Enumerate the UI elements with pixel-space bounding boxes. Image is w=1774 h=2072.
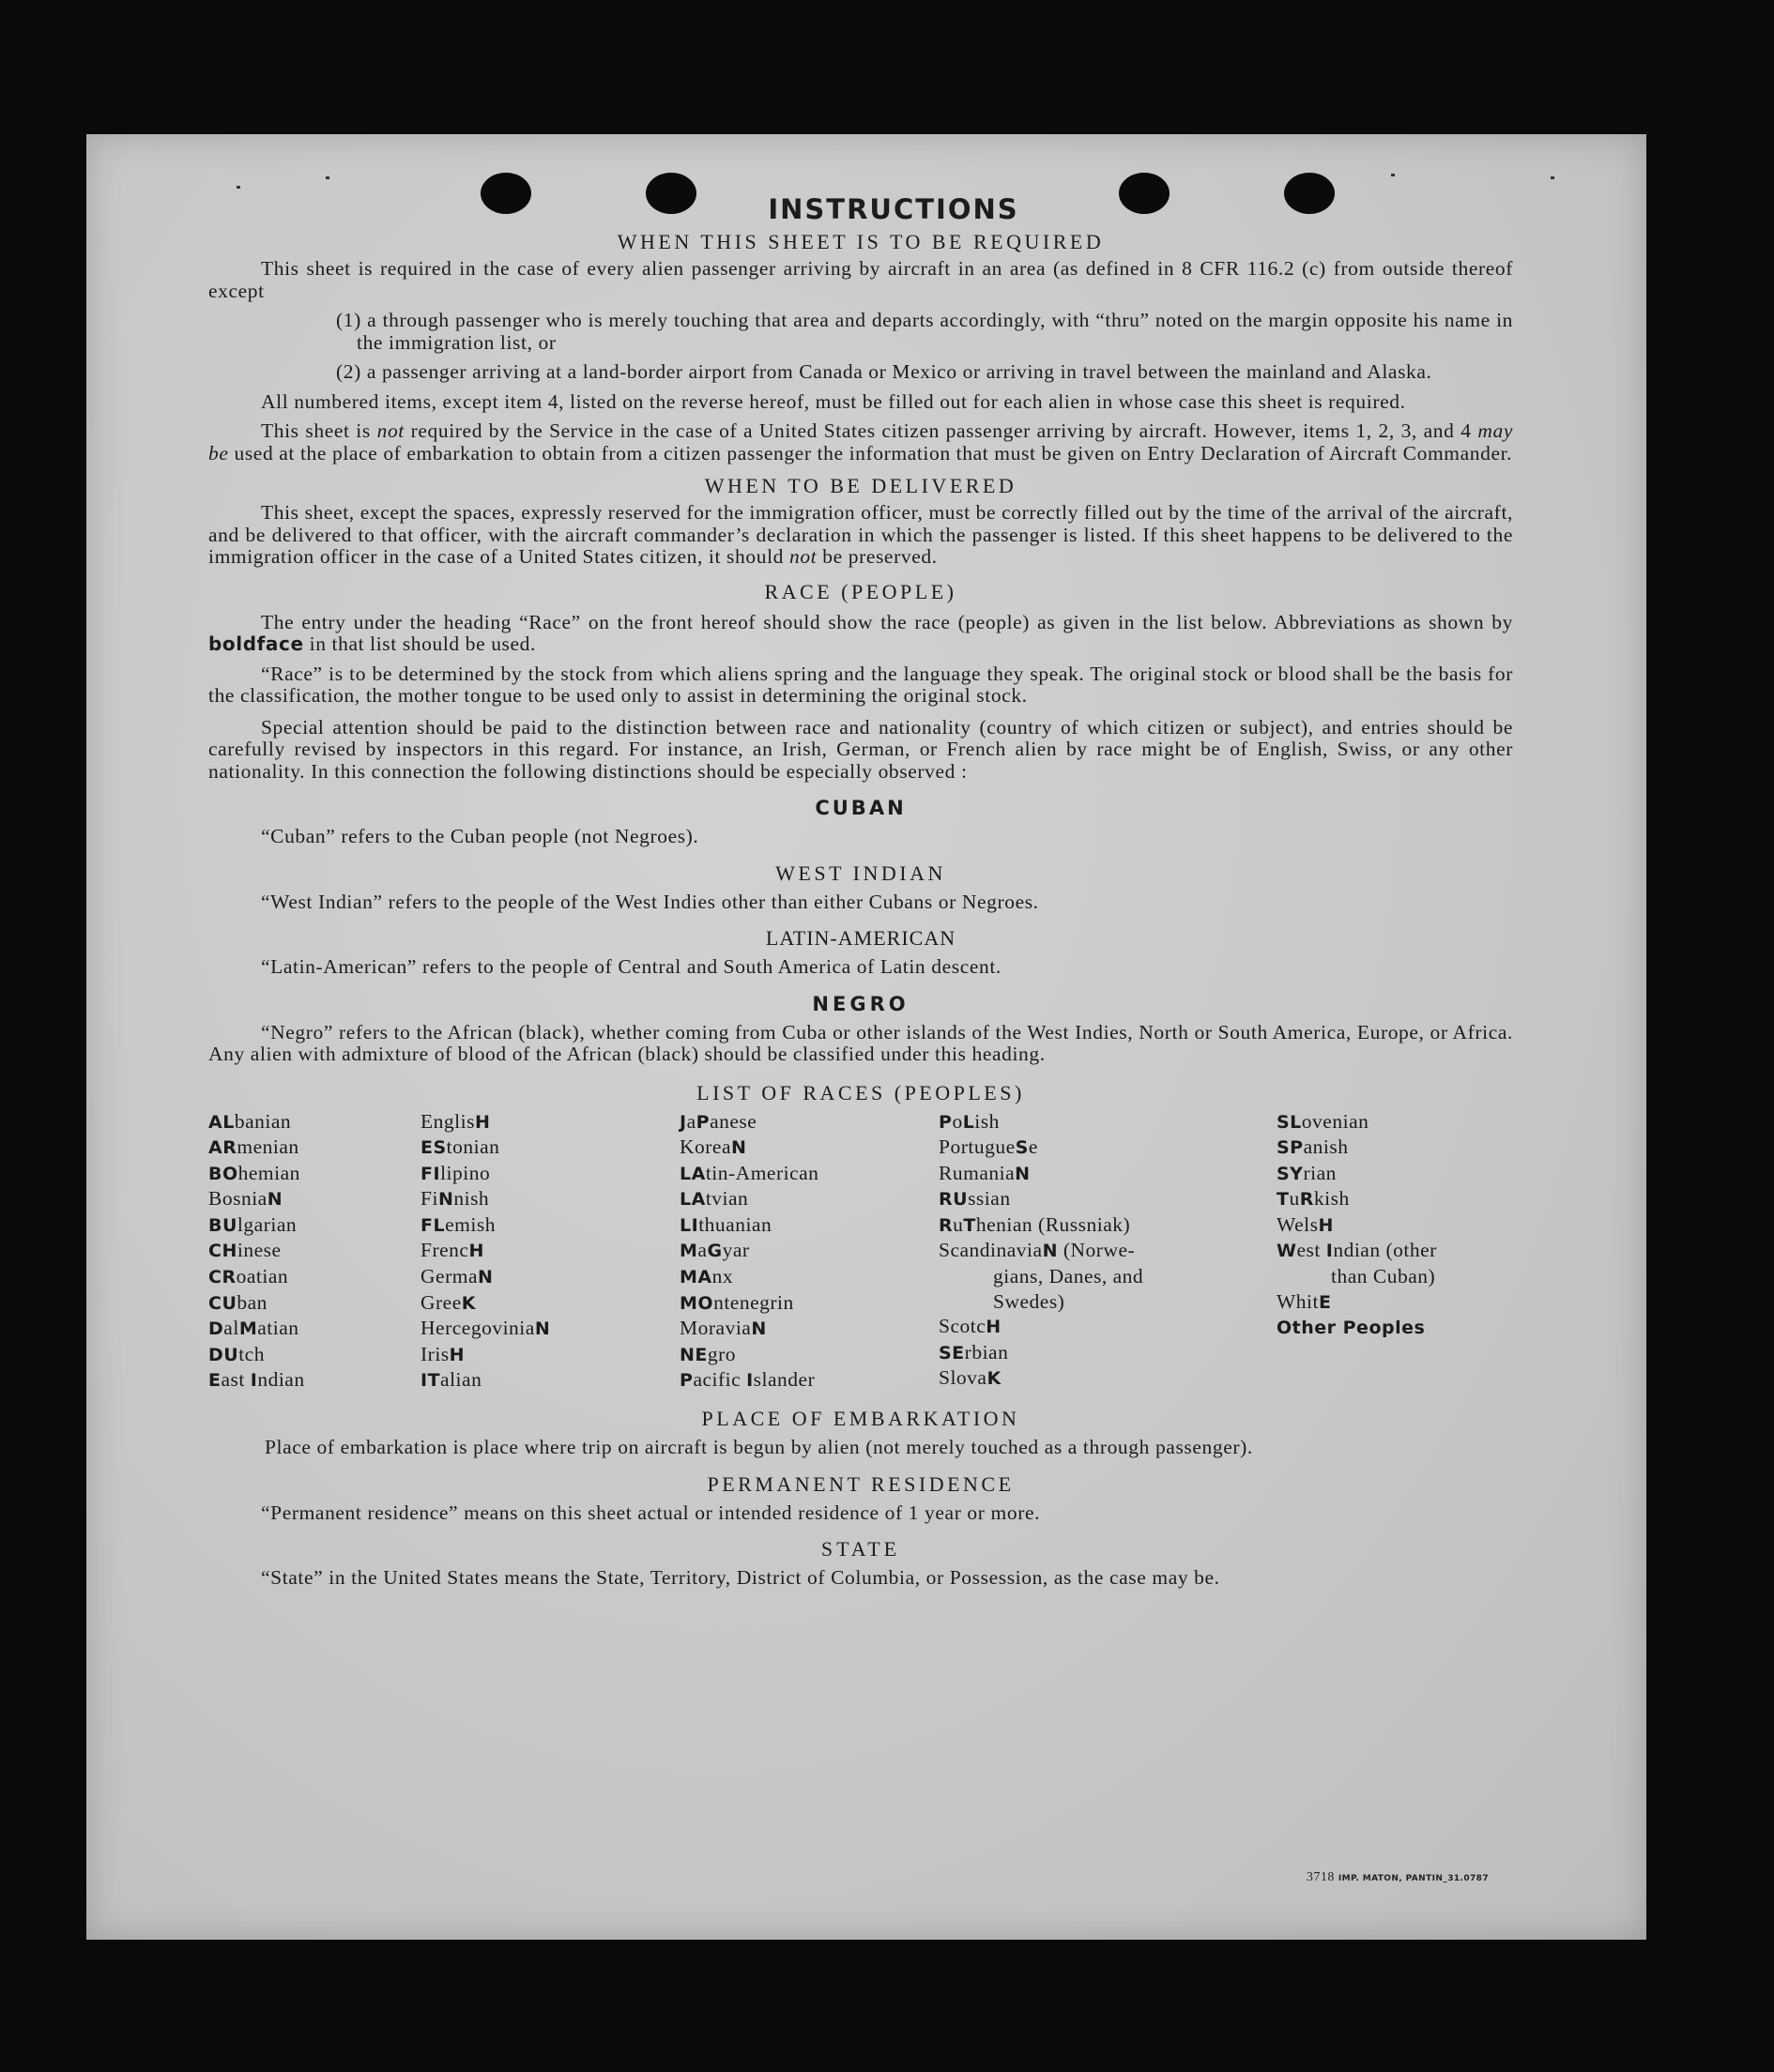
race-entry: ARmenian	[208, 1135, 299, 1159]
print-footer	[1307, 1870, 1489, 1885]
race-entry: IrisH	[421, 1342, 466, 1365]
race-entry: ScandinaviaN (Norwe-	[939, 1239, 1136, 1262]
race-entry: DUtch	[208, 1342, 265, 1365]
race-entry: Pacific Islander	[680, 1368, 816, 1392]
race-entry: WhitE	[1277, 1289, 1332, 1313]
race-column-2	[421, 1109, 680, 1394]
race-entry: FrencH	[421, 1239, 484, 1262]
race-entry: PortugueSe	[939, 1135, 1038, 1159]
heading-latin-american: LATIN-AMERICAN	[765, 926, 956, 950]
paragraph-numbered-items: All numbered items, except item 4, listed on the reverse hereof, must be filled out for each alien in whose case this sheet is required.	[261, 389, 1406, 413]
heading-required: WHEN THIS SHEET IS TO BE REQUIRED	[617, 230, 1105, 253]
race-entry: ScotcH	[939, 1315, 1002, 1338]
exception-item-1: (1) a through passenger who is merely touching that area and departs accordingly, with “thru” noted on the margin opposite his name in the immigration list, or	[336, 309, 1513, 354]
race-entry: LAtvian	[680, 1187, 749, 1211]
race-entry: PoLish	[939, 1109, 1000, 1133]
race-entry: FIlipino	[421, 1161, 491, 1184]
race-entry: RumaniaN	[939, 1161, 1031, 1184]
page-title: INSTRUCTIONS	[768, 193, 1019, 225]
form-number: 3718	[1306, 1870, 1335, 1884]
race-entry: SYrian	[1277, 1161, 1337, 1184]
heading-list-of-races: LIST OF RACES (PEOPLES)	[696, 1080, 1025, 1105]
race-entry: LIthuanian	[680, 1212, 772, 1236]
race-entry: FLemish	[421, 1212, 496, 1236]
heading-negro: NEGRO	[812, 992, 910, 1015]
race-entry: CHinese	[208, 1239, 282, 1262]
race-entry: DalMatian	[208, 1317, 299, 1340]
heading-delivered: WHEN TO BE DELIVERED	[704, 474, 1017, 497]
paragraph-race-entry: The entry under the heading “Race” on the front hereof should show the race (people) as given in the list below. Abbreviations as shown by boldface in that list should be used.	[208, 610, 1513, 655]
race-entry: FiNnish	[421, 1187, 490, 1211]
exception-item-2: (2) a passenger arriving at a land-border airport from Canada or Mexico or arriving in travel between the mainland and Alaska.	[336, 360, 1432, 383]
race-entry: MAnx	[680, 1265, 734, 1288]
printer-imprint: IMP. MATON, PANTIN_31.0787	[1338, 1874, 1489, 1883]
race-entry: GermaN	[421, 1265, 494, 1288]
race-entry: gians, Danes, and	[993, 1265, 1144, 1288]
race-entry: CUban	[208, 1290, 268, 1314]
race-entry: Other Peoples	[1277, 1318, 1426, 1339]
paragraph-residence: “Permanent residence” means on this sheet actual or intended residence of 1 year or more.	[261, 1501, 1041, 1524]
paragraph-latin-american: “Latin-American” refers to the people of Central and South America of Latin descent.	[261, 955, 1002, 978]
race-entry: ALbanian	[208, 1109, 292, 1133]
race-entry: BUlgarian	[208, 1212, 298, 1236]
heading-residence: PERMANENT RESIDENCE	[707, 1471, 1015, 1496]
document-sheet	[86, 134, 1646, 1940]
race-entry: GreeK	[421, 1290, 477, 1314]
heading-west-indian: WEST INDIAN	[775, 861, 946, 885]
race-entry: WelsH	[1277, 1212, 1334, 1236]
race-entry: JaPanese	[680, 1109, 757, 1133]
race-entry: West Indian (other	[1277, 1239, 1437, 1262]
race-column-4	[939, 1109, 1277, 1394]
paragraph-embarkation: Place of embarkation is place where trip on aircraft is begun by alien (not merely touched as a through passenger).	[265, 1436, 1253, 1459]
race-entry: SPanish	[1277, 1135, 1349, 1159]
paragraph-race-stock: “Race” is to be determined by the stock from which aliens spring and the language they speak. The original stock or blood shall be the basis for the classification, the mother tongue to be used only to assist in determining the original stock.	[208, 662, 1513, 707]
race-entry: KoreaN	[680, 1135, 747, 1159]
heading-race: RACE (PEOPLE)	[764, 579, 957, 603]
race-entry: ITalian	[421, 1368, 482, 1392]
race-entry: BosniaN	[208, 1187, 283, 1211]
race-entry: CRoatian	[208, 1265, 289, 1288]
race-column-3	[680, 1109, 939, 1394]
race-entry: MOntenegrin	[680, 1290, 794, 1314]
paragraph-race-nationality: Special attention should be paid to the distinction between race and nationality (country of which citizen or subject), and entries should be carefully revised by inspectors in this regard. For instance, an Irish, German, or French alien by race might be of English, Swiss, or any other nationality. In this connection the following distinctions should be especially observed :	[208, 715, 1513, 783]
heading-state: STATE	[820, 1537, 901, 1562]
race-entry: NEgro	[680, 1342, 737, 1365]
paragraph-required: This sheet is required in the case of every alien passenger arriving by aircraft in an area (as defined in 8 CFR 116.2 (c) from outside thereof except	[208, 257, 1513, 302]
race-entry: East Indian	[208, 1368, 305, 1392]
race-entry: TuRkish	[1277, 1187, 1350, 1211]
race-entry: SlovaK	[939, 1366, 1002, 1390]
race-column-1	[208, 1109, 421, 1394]
race-entry: RUssian	[939, 1187, 1011, 1211]
paragraph-negro: “Negro” refers to the African (black), whether coming from Cuba or other islands of the West Indies, North or South America, Europe, or Africa. Any alien with admixture of blood of the African (black) should be classified under this heading.	[208, 1020, 1513, 1065]
race-entry: SLovenian	[1277, 1109, 1369, 1133]
paragraph-state: “State” in the United States means the State, Territory, District of Columbia, or Possession, as the case may be.	[261, 1566, 1220, 1590]
race-entry: than Cuban)	[1331, 1265, 1436, 1288]
race-entry: MaGyar	[680, 1239, 750, 1262]
paragraph-west-indian: “West Indian” refers to the people of the West Indies other than either Cubans or Negroes.	[261, 890, 1039, 913]
race-entry: MoraviaN	[680, 1317, 767, 1340]
race-entry: BOhemian	[208, 1161, 300, 1184]
race-entry: LAtin-American	[680, 1161, 819, 1184]
race-entry: RuThenian (Russniak)	[939, 1212, 1131, 1236]
race-list	[208, 1109, 1513, 1394]
paragraph-delivered: This sheet, except the spaces, expressly reserved for the immigration officer, must be correctly filled out by the time of the arrival of the aircraft, and be delivered to that officer, with the aircraft commander’s declaration in which the passenger is listed. If this sheet happens to be delivered to the immigration officer in the case of a United States citizen, it should not be preserved.	[208, 501, 1513, 568]
race-entry: HercegoviniaN	[421, 1317, 551, 1340]
paragraph-citizen: This sheet is not required by the Service in the case of a United States citizen passenger arriving by aircraft. However, items 1, 2, 3, and 4 may be used at the place of embarkation to obtain from a citizen passenger the information that must be given on Entry Declaration of Aircraft Commander.	[208, 419, 1513, 465]
heading-embarkation: PLACE OF EMBARKATION	[701, 1407, 1020, 1431]
race-entry: EStonian	[421, 1135, 500, 1159]
instructions-content	[208, 192, 1513, 1590]
race-entry: Swedes)	[993, 1289, 1065, 1313]
paragraph-cuban: “Cuban” refers to the Cuban people (not Negroes).	[261, 825, 699, 847]
race-column-5	[1277, 1109, 1513, 1394]
heading-cuban: CUBAN	[815, 797, 907, 819]
race-entry: EnglisH	[421, 1109, 491, 1133]
race-entry: SErbian	[939, 1340, 1009, 1364]
